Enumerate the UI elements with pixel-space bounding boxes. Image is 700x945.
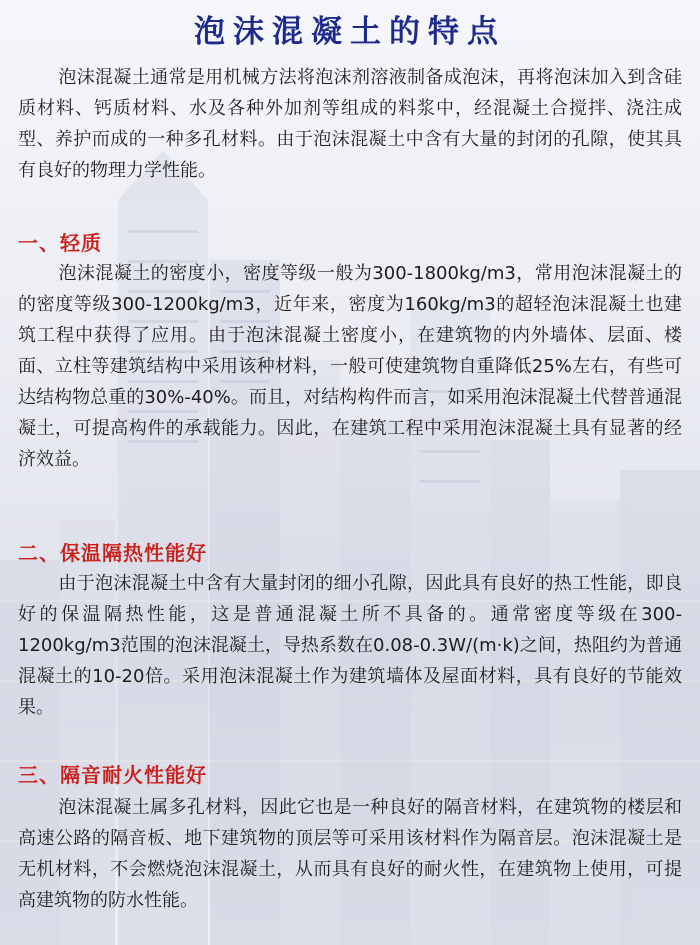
section-body-insulation — [18, 568, 682, 723]
section-text: 泡沫混凝土的密度小，密度等级一般为300-1800kg/m3，常用泡沫混凝土的的密度等级300-1200kg/m3，近年来，密度为160kg/m3的超轻泡沫混凝土也建筑工程中获得了应用。由于泡沫混凝土密度小，在建筑物的内外墙体、层面、楼面、立柱等建筑结构中采用该种材料，一般可使建筑物自重降低25%左右，有些可达结构物总重的30%-40%。而且，对结构构件而言，如采用泡沫混凝土代替普通混凝土，可提高构件的承载能力。因此，在建筑工程中采用泡沫混凝土具有显著的经济效益。 — [18, 263, 682, 470]
intro-paragraph — [18, 62, 682, 186]
page-title: 泡沫混凝土的特点 — [194, 14, 506, 50]
section-heading-sound-fire: 三、隔音耐火性能好 — [18, 763, 207, 787]
intro-text: 泡沫混凝土通常是用机械方法将泡沫剂溶液制备成泡沫，再将泡沫加入到含硅质材料、钙质材料、水及各种外加剂等组成的料浆中，经混凝土合搅拌、浇注成型、养护而成的一种多孔材料。由于泡沫混凝土中含有大量的封闭的孔隙，使其具有良好的物理力学性能。 — [18, 67, 682, 181]
section-body-sound-fire — [18, 792, 682, 916]
section-text: 泡沫混凝土属多孔材料，因此它也是一种良好的隔音材料，在建筑物的楼层和高速公路的隔音板、地下建筑物的顶层等可采用该材料作为隔音层。泡沫混凝土是无机材料，不会燃烧泡沫混凝土，从而具有良好的耐火性，在建筑物上使用，可提高建筑物的防水性能。 — [18, 797, 682, 911]
section-heading-insulation: 二、保温隔热性能好 — [18, 541, 207, 565]
section-heading-lightweight: 一、轻质 — [18, 231, 102, 255]
section-body-lightweight — [18, 258, 682, 475]
section-text: 由于泡沫混凝土中含有大量封闭的细小孔隙，因此具有良好的热工性能，即良好的保温隔热性能，这是普通混凝土所不具备的。通常密度等级在300-1200kg/m3范围的泡沫混凝土，导热系数在0.08-0.3W/(m·k)之间，热阻约为普通混凝土的10-20倍。采用泡沫混凝土作为建筑墙体及屋面材料，具有良好的节能效果。 — [18, 573, 682, 718]
